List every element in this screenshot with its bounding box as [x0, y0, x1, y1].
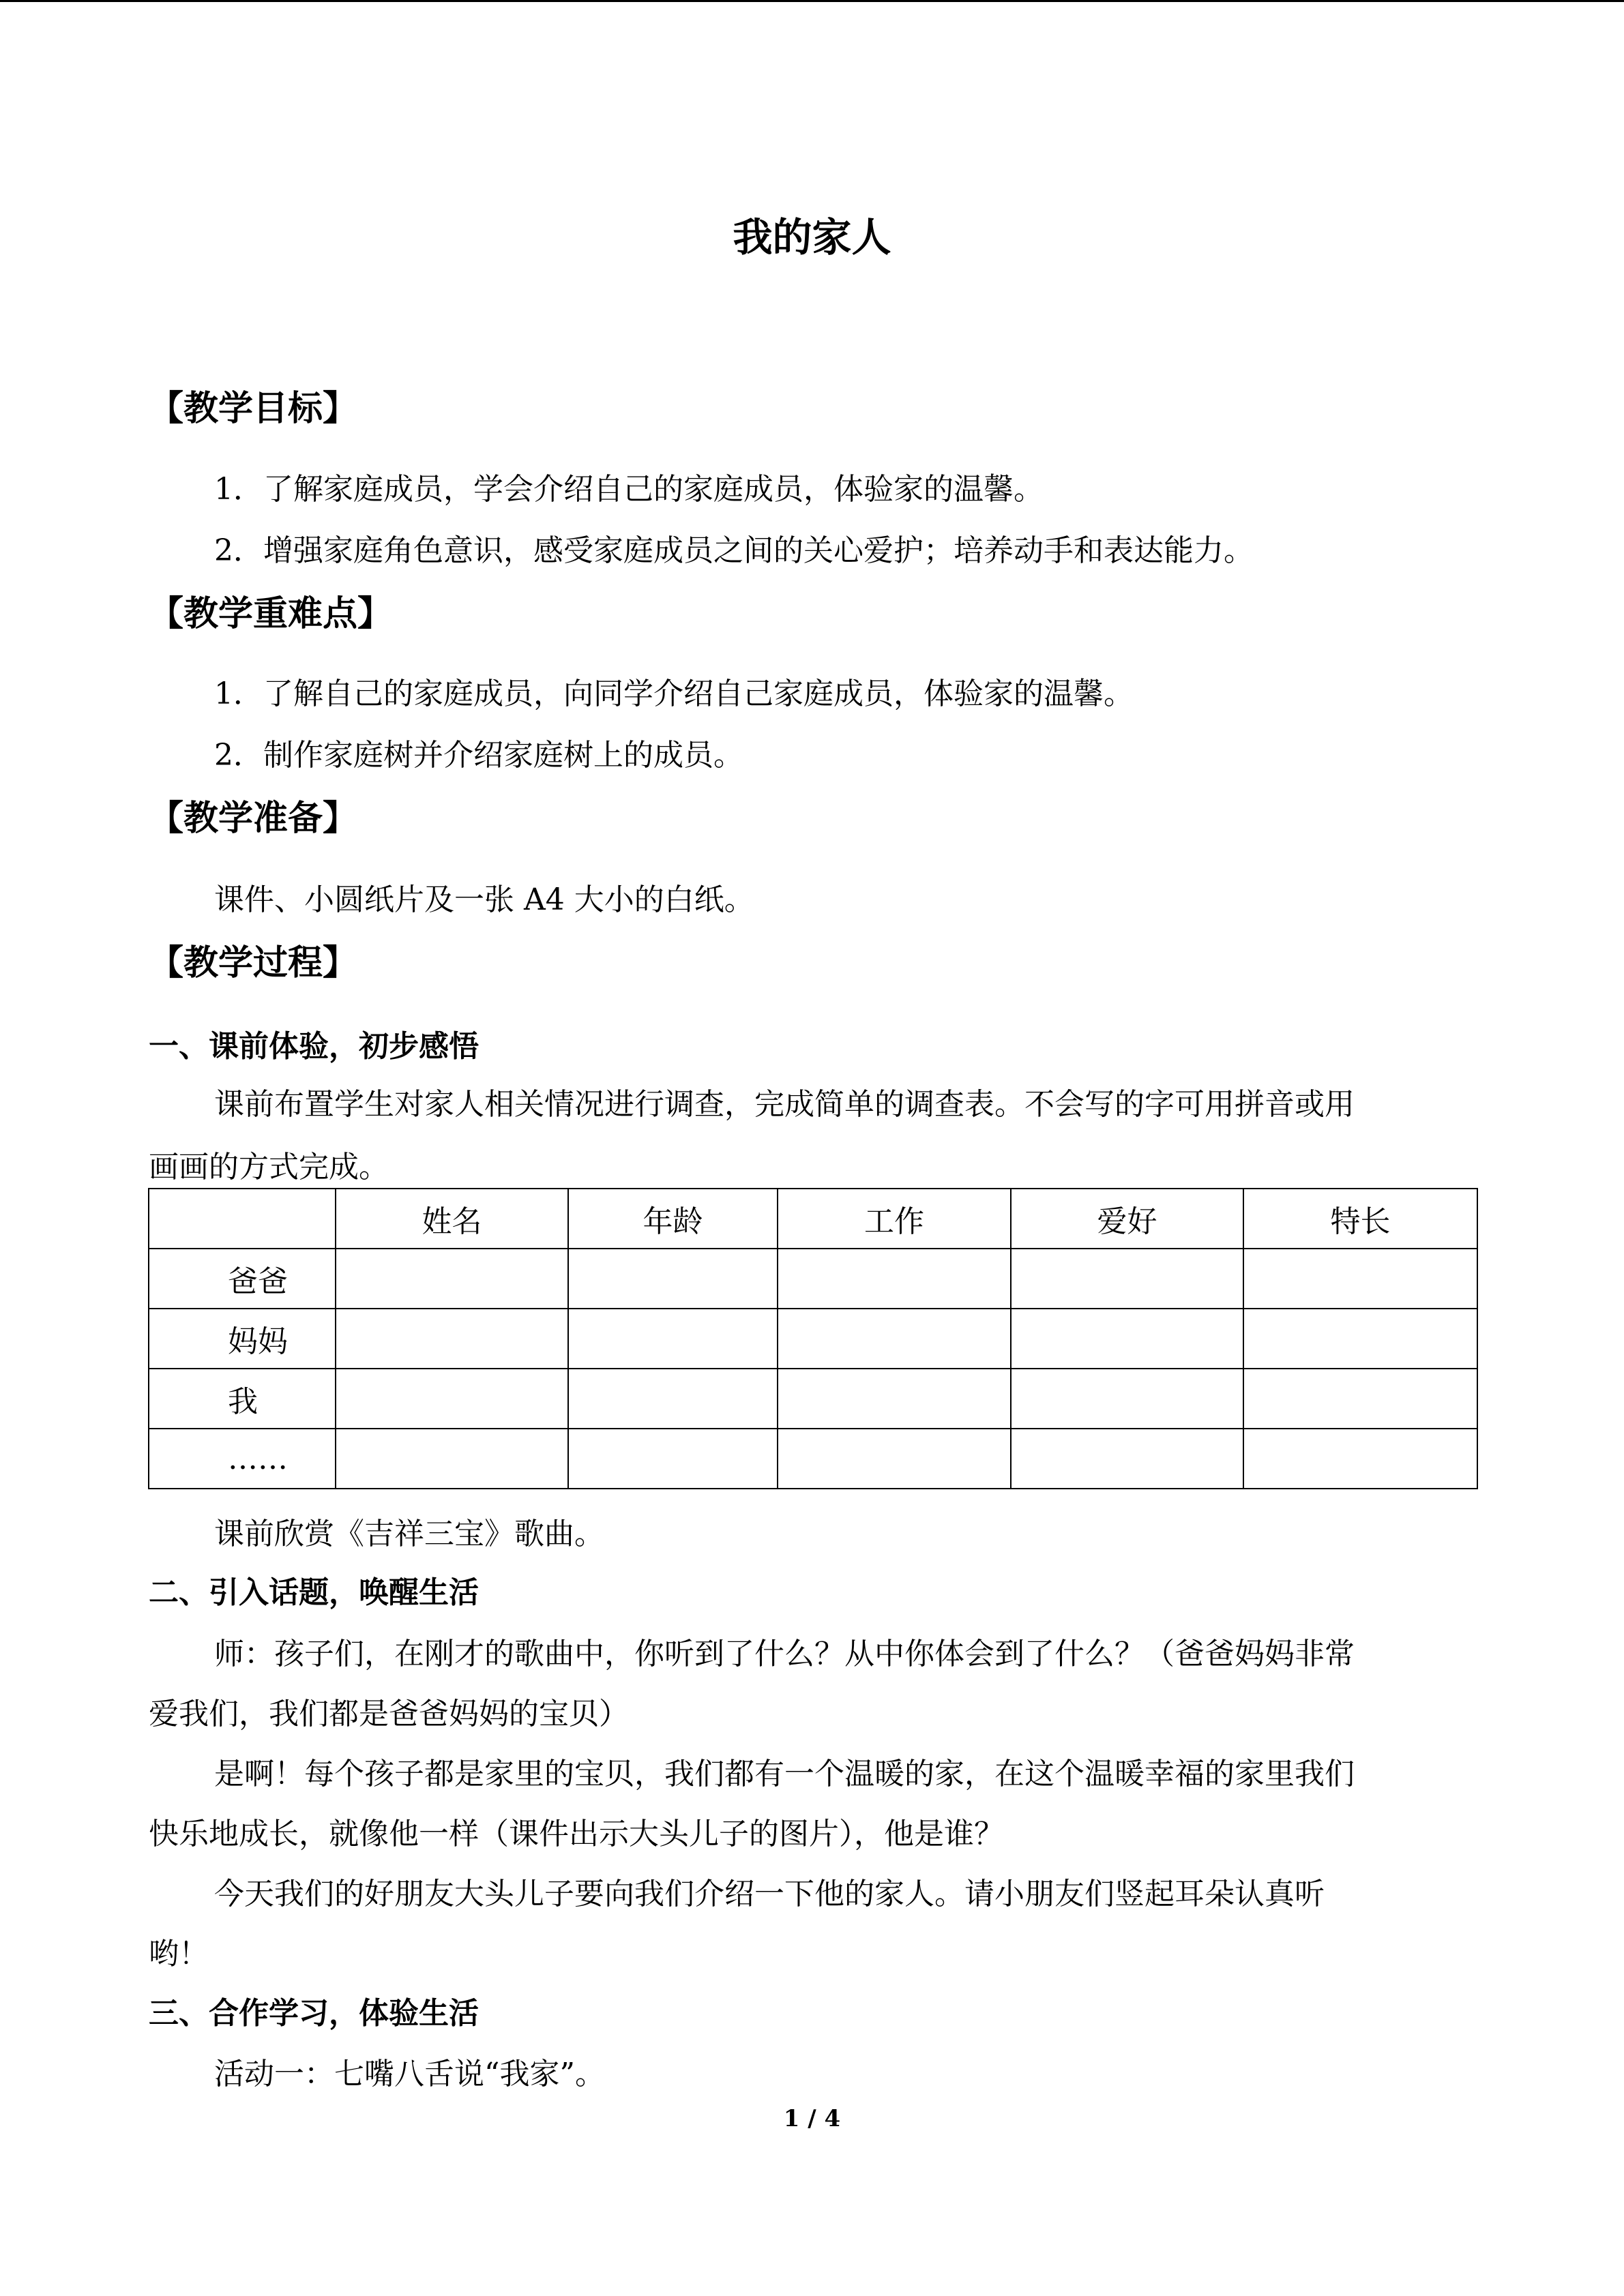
table-cell	[1011, 1249, 1243, 1309]
table-cell	[568, 1369, 778, 1429]
part2-p3-line1: 今天我们的好朋友大头儿子要向我们介绍一下他的家人。请小朋友们竖起耳朵认真听	[214, 1877, 1325, 1911]
heading-preparation: 【教学准备】	[149, 799, 358, 839]
table-row-label: 爸爸	[149, 1249, 336, 1309]
keypoint-item-2: 2．制作家庭树并介绍家庭树上的成员。	[214, 738, 743, 773]
keypoint-item-1: 1．了解自己的家庭成员，向同学介绍自己家庭成员，体验家的温馨。	[214, 676, 1134, 711]
table-cell	[336, 1369, 568, 1429]
table-cell	[568, 1429, 778, 1489]
part2-heading: 二、引入话题，唤醒生活	[149, 1575, 479, 1610]
table-cell	[568, 1309, 778, 1369]
part2-p2-line2: 快乐地成长，就像他一样（课件出示大头儿子的图片），他是谁？	[149, 1817, 1004, 1851]
table-header-cell	[149, 1189, 336, 1249]
table-cell	[778, 1429, 1011, 1489]
table-header-row	[149, 1189, 1477, 1249]
table-row	[149, 1249, 1477, 1309]
table-cell	[568, 1249, 778, 1309]
table-cell	[336, 1429, 568, 1489]
heading-process: 【教学过程】	[149, 943, 358, 983]
part3-heading: 三、合作学习，体验生活	[149, 1996, 479, 2031]
table-header-cell: 年龄	[568, 1189, 778, 1249]
table-header-cell: 爱好	[1011, 1189, 1243, 1249]
table-cell	[1243, 1369, 1477, 1429]
table-cell	[1011, 1429, 1243, 1489]
goal-item-2: 2．增强家庭角色意识，感受家庭成员之间的关心爱护；培养动手和表达能力。	[214, 533, 1254, 568]
table-row-label: ……	[149, 1429, 336, 1489]
table-cell	[778, 1249, 1011, 1309]
table-cell	[1011, 1369, 1243, 1429]
table-row-label: 妈妈	[149, 1309, 336, 1369]
heading-key-points: 【教学重难点】	[149, 594, 393, 634]
part2-p1-line1: 师：孩子们，在刚才的歌曲中，你听到了什么？从中你体会到了什么？（爸爸妈妈非常	[214, 1637, 1355, 1671]
preparation-text: 课件、小圆纸片及一张 A4 大小的白纸。	[214, 882, 754, 917]
table-cell	[336, 1249, 568, 1309]
part1-text-line1: 课前布置学生对家人相关情况进行调查，完成简单的调查表。不会写的字可用拼音或用	[214, 1087, 1355, 1122]
part2-p1-line2: 爱我们，我们都是爸爸妈妈的宝贝）	[149, 1697, 629, 1731]
table-row	[149, 1429, 1477, 1489]
table-row	[149, 1309, 1477, 1369]
table-cell	[1243, 1429, 1477, 1489]
table-row-label: 我	[149, 1369, 336, 1429]
table-cell	[778, 1309, 1011, 1369]
table-row	[149, 1369, 1477, 1429]
part1-after-table-text: 课前欣赏《吉祥三宝》歌曲。	[214, 1517, 604, 1551]
document-title: 我的家人	[733, 214, 891, 260]
part1-heading: 一、课前体验，初步感悟	[149, 1029, 479, 1064]
part2-p3-line2: 哟！	[149, 1937, 209, 1971]
page-number: 1 / 4	[783, 2105, 841, 2132]
table-cell	[1011, 1309, 1243, 1369]
table-header-cell: 姓名	[336, 1189, 568, 1249]
table-cell	[778, 1369, 1011, 1429]
table-cell	[336, 1309, 568, 1369]
table-cell	[1243, 1249, 1477, 1309]
table-cell	[1243, 1309, 1477, 1369]
family-survey-table	[148, 1188, 1478, 1489]
top-border-line	[0, 0, 1624, 2]
part1-text-line2: 画画的方式完成。	[149, 1150, 389, 1184]
part3-activity1: 活动一：七嘴八舌说“我家”。	[214, 2057, 605, 2091]
table-header-cell: 工作	[778, 1189, 1011, 1249]
table-header-cell: 特长	[1243, 1189, 1477, 1249]
goal-item-1: 1．了解家庭成员，学会介绍自己的家庭成员，体验家的温馨。	[214, 472, 1044, 507]
heading-teaching-goals: 【教学目标】	[149, 389, 358, 429]
part2-p2-line1: 是啊！每个孩子都是家里的宝贝，我们都有一个温暖的家，在这个温暖幸福的家里我们	[214, 1757, 1355, 1791]
